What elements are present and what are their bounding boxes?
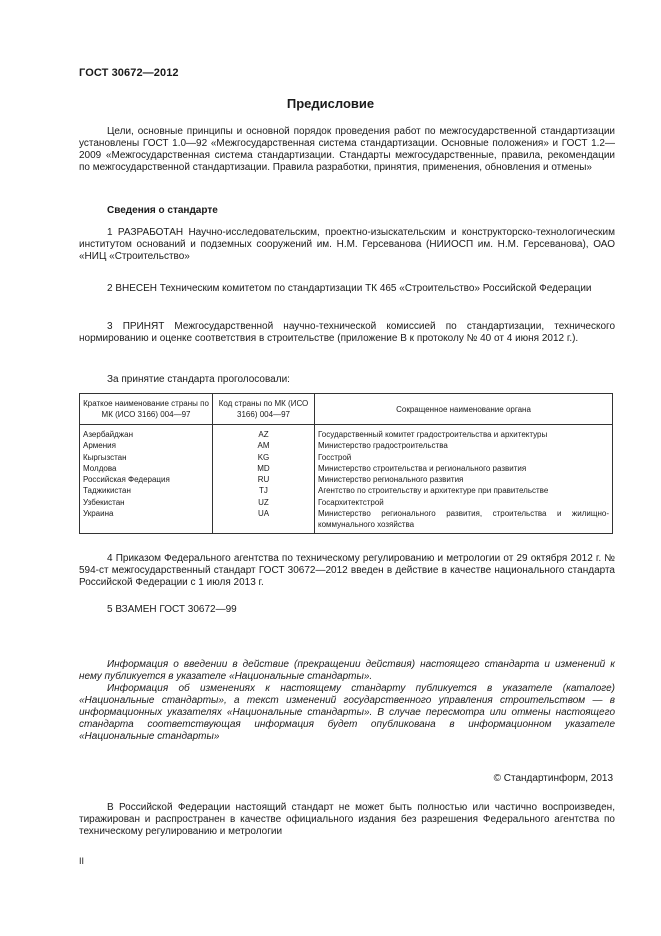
table-row: [80, 474, 613, 485]
table-header-code: Код страны по МК (ИСО 3166) 004—97: [213, 394, 315, 425]
cell-country: Азербайджан: [80, 425, 213, 441]
cell-code: UZ: [213, 497, 315, 508]
table-header-organ: Сокращенное наименование органа: [315, 394, 613, 425]
table-row: [80, 425, 613, 441]
cell-code: AZ: [213, 425, 315, 441]
copyright-line: © Стандартинформ, 2013: [493, 773, 613, 784]
cell-country: Молдова: [80, 463, 213, 474]
paragraph-introduced: 2 ВНЕСЕН Техническим комитетом по стандартизации ТК 465 «Строительство» Российской Федерации: [107, 283, 592, 294]
cell-country: Таджикистан: [80, 485, 213, 496]
table-row: [80, 452, 613, 463]
page-number: II: [79, 856, 85, 866]
info-introduction: Информация о введении в действие (прекращении действия) настоящего стандарта и изменений к нему публикуется в указателе «Национальные стандарты».: [79, 659, 615, 682]
document-code-header: ГОСТ 30672—2012: [79, 67, 179, 79]
paragraph-order: 4 Приказом Федерального агентства по техническому регулированию и метрологии от 29 октября 2012 г. № 594-ст межгосударственный стандарт ГОСТ 30672—2012 введен в действие в качестве национального стандарта Российской Федерации с 1 июля 2013 г.: [79, 553, 615, 588]
paragraph-replaces: 5 ВЗАМЕН ГОСТ 30672—99: [107, 604, 237, 615]
paragraph-developed: 1 РАЗРАБОТАН Научно-исследовательским, проектно-изыскательским и конструкторско-технологическим институтом оснований и подземных сооружений им. Н.М. Герсеванова (НИИОСП им. Н.М. Герсеванова), ОАО «НИЦ «Строительство»: [79, 227, 615, 262]
cell-organ: Госстрой: [315, 452, 613, 463]
cell-organ: Госархитектстрой: [315, 497, 613, 508]
cell-code: RU: [213, 474, 315, 485]
table-row: [80, 508, 613, 533]
cell-code: MD: [213, 463, 315, 474]
cell-country: Кыргызстан: [80, 452, 213, 463]
cell-organ: Государственный комитет градостроительства и архитектуры: [315, 425, 613, 441]
table-header-country: Краткое наименование страны по МК (ИСО 3166) 004—97: [80, 394, 213, 425]
cell-code: TJ: [213, 485, 315, 496]
cell-country: Армения: [80, 440, 213, 451]
info-changes: Информация об изменениях к настоящему стандарту публикуется в указателе (каталоге) «Национальные стандарты», а текст изменений государственного управления строительством — в информационных указателях «Национальные стандарты». В случае пересмотра или отмены настоящего стандарта соответствующая информация будет опубликована в информационном указателе «Национальные стандарты»: [79, 683, 615, 742]
cell-country: Российская Федерация: [80, 474, 213, 485]
cell-country: Узбекистан: [80, 497, 213, 508]
table-row: [80, 440, 613, 451]
intro-paragraph: Цели, основные принципы и основной порядок проведения работ по межгосударственной стандартизации установлены ГОСТ 1.0—92 «Межгосударственная система стандартизации. Основные положения» и ГОСТ 1.2—2009 «Межгосударственная система стандартизации. Стандарты межгосударственные, правила, рекомендации по межгосударственной стандартизации. Правила разработки, принятия, применения, обновления и отмены»: [79, 126, 615, 173]
section-heading: Сведения о стандарте: [107, 205, 218, 216]
table-row: [80, 485, 613, 496]
cell-organ: Министерство градостроительства: [315, 440, 613, 451]
cell-organ: Министерство регионального развития, строительства и жилищно-коммунального хозяйства: [315, 508, 613, 533]
cell-organ: Министерство регионального развития: [315, 474, 613, 485]
vote-intro: За принятие стандарта проголосовали:: [107, 374, 290, 385]
cell-code: UA: [213, 508, 315, 533]
page-title: Предисловие: [286, 96, 375, 111]
paragraph-adopted: 3 ПРИНЯТ Межгосударственной научно-технической комиссией по стандартизации, технического нормированию и оценке соответствия в строительстве (приложение В к протоколу № 40 от 4 июня 2012 г.).: [79, 321, 615, 344]
cell-code: AM: [213, 440, 315, 451]
voting-table: [79, 393, 613, 534]
cell-organ: Агентство по строительству и архитектуре при правительстве: [315, 485, 613, 496]
table-header-row: [80, 394, 613, 425]
table-row: [80, 497, 613, 508]
cell-country: Украина: [80, 508, 213, 533]
table-row: [80, 463, 613, 474]
reproduction-notice: В Российской Федерации настоящий стандарт не может быть полностью или частично воспроизведен, тиражирован и распространен в качестве официального издания без разрешения Федерального агентства по техническому регулированию и метрологии: [79, 802, 615, 837]
cell-organ: Министерство строительства и регионального развития: [315, 463, 613, 474]
cell-code: KG: [213, 452, 315, 463]
